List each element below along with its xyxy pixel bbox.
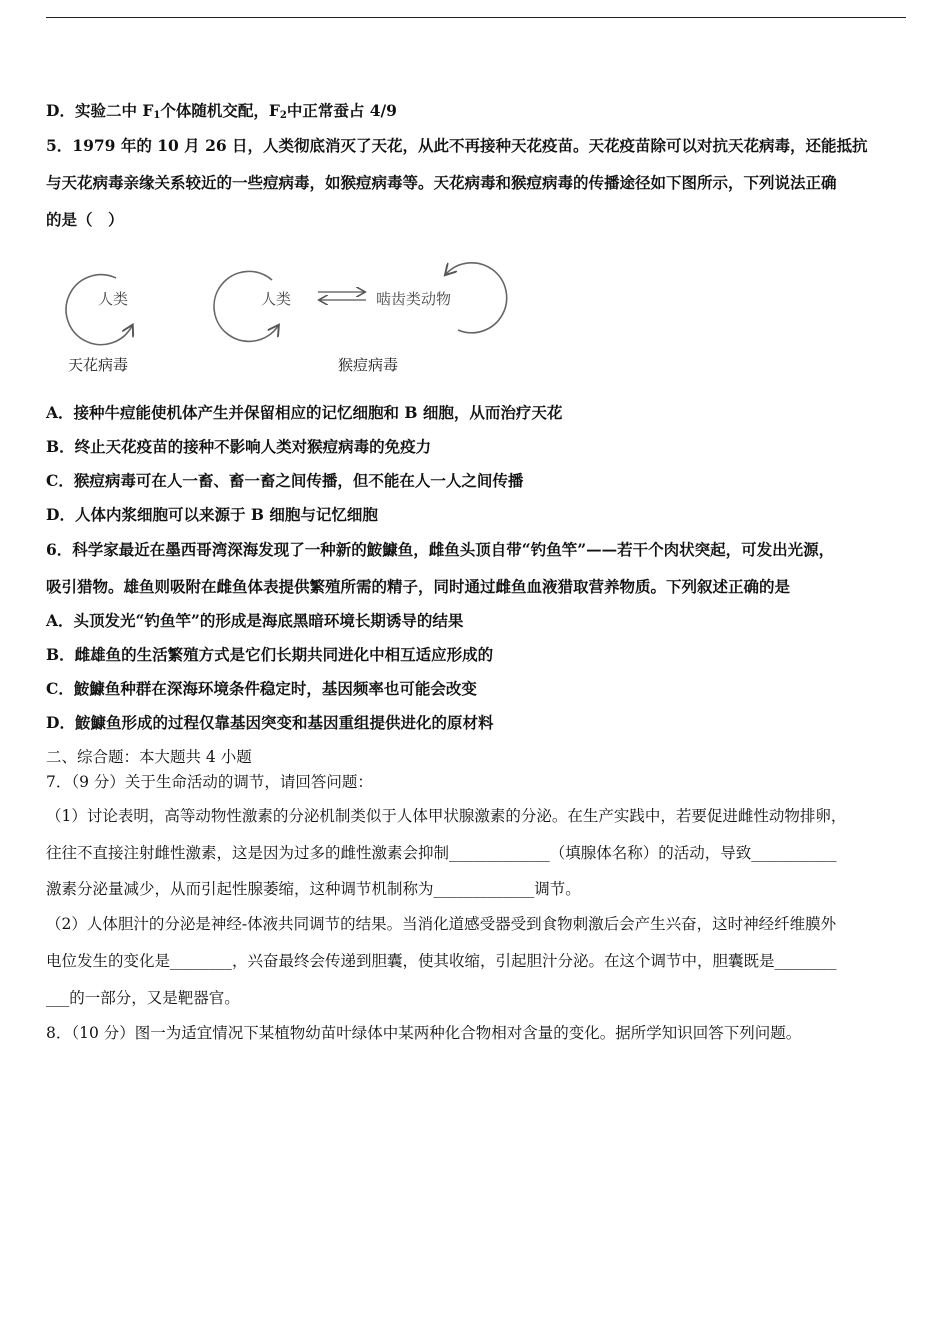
smallpox-cycle-arrow <box>66 275 132 345</box>
q8-stem: 8．（10 分）图一为适宜情况下某植物幼苗叶绿体中某两种化合物相对含量的变化。据所学知识回答下列问题。 <box>46 1024 802 1042</box>
q6-option-a: A．头顶发光“钓鱼竿”的形成是海底黑暗环境长期诱导的结果 <box>46 611 464 630</box>
q7-part1-line-3: 激素分泌量减少，从而引起性腺萎缩，这种调节机制称为_____________调节。 <box>46 880 581 898</box>
q6-option-d: D．鮟鱇鱼形成的过程仅靠基因突变和基因重组提供进化的原材料 <box>46 713 494 732</box>
q7-part2-line-1: （2）人体胆汁的分泌是神经-体液共同调节的结果。当消化道感受器受到食物刺激后会产生兴奋，这时神经纤维膜外 <box>46 915 837 933</box>
q5-stem-line-2: 与天花病毒亲缘关系较近的一些痘病毒，如猴痘病毒等。天花病毒和猴痘病毒的传播途径如下图所示，下列说法正确 <box>46 173 837 192</box>
q5-option-c: C．猴痘病毒可在人一畜、畜一畜之间传播，但不能在人一人之间传播 <box>46 471 524 490</box>
smallpox-caption: 天花病毒 <box>68 356 129 374</box>
q7-part2-line-3: ___的一部分，又是靶器官。 <box>46 989 240 1007</box>
q5-option-b: B．终止天花疫苗的接种不影响人类对猴痘病毒的免疫力 <box>46 437 432 456</box>
transmission-diagram <box>46 252 546 384</box>
monkeypox-node-human: 人类 <box>261 290 292 308</box>
smallpox-node-human: 人类 <box>98 290 129 308</box>
monkeypox-node-rodents: 啮齿类动物 <box>376 290 452 308</box>
q6-option-b: B．雌雄鱼的生活繁殖方式是它们长期共同进化中相互适应形成的 <box>46 645 494 664</box>
q5-option-a: A．接种牛痘能使机体产生并保留相应的记忆细胞和 B 细胞，从而治疗天花 <box>46 403 563 422</box>
q7-stem: 7．（9 分）关于生命活动的调节，请回答问题： <box>46 773 373 791</box>
q7-part1-line-1: （1）讨论表明，高等动物性激素的分泌机制类似于人体甲状腺激素的分泌。在生产实践中，若要促进雌性动物排卵， <box>46 807 847 825</box>
q5-option-d: D．人体内浆细胞可以来源于 B 细胞与记忆细胞 <box>46 505 378 524</box>
q4-option-d: D．实验二中 $F_1$个体随机交配，$F_2$中正常蚕占 4/9 <box>46 101 397 121</box>
q6-stem-line-2: 吸引猎物。雄鱼则吸附在雌鱼体表提供繁殖所需的精子，同时通过雌鱼血液猎取营养物质。下列叙述正确的是 <box>46 577 791 596</box>
q6-option-c: C．鮟鱇鱼种群在深海环境条件稳定时，基因频率也可能会改变 <box>46 679 477 698</box>
q5-stem-line-1: 5．1979 年的 10 月 26 日，人类彻底消灭了天花，从此不再接种天花疫苗。天花疫苗除可以对抗天花病毒，还能抵抗 <box>46 136 868 155</box>
q5-stem-line-3: 的是（ ） <box>46 210 124 229</box>
q7-part2-line-2: 电位发生的变化是________，兴奋最终会传递到胆囊，使其收缩，引起胆汁分泌。在这个调节中，胆囊既是________ <box>46 952 837 970</box>
rodent-cycle-arrow <box>446 263 507 333</box>
monkeypox-caption: 猴痘病毒 <box>338 356 399 374</box>
header-rule <box>46 17 906 18</box>
q6-stem-line-1: 6．科学家最近在墨西哥湾深海发现了一种新的鮟鱇鱼，雌鱼头顶自带“钓鱼竿”——若干个肉状突起，可发出光源， <box>46 540 835 559</box>
section-heading: 二、综合题：本大题共 4 小题 <box>46 748 252 766</box>
q7-part1-line-2: 往往不直接注射雌性激素，这是因为过多的雌性激素会抑制_____________（填腺体名称）的活动，导致___________ <box>46 844 837 862</box>
